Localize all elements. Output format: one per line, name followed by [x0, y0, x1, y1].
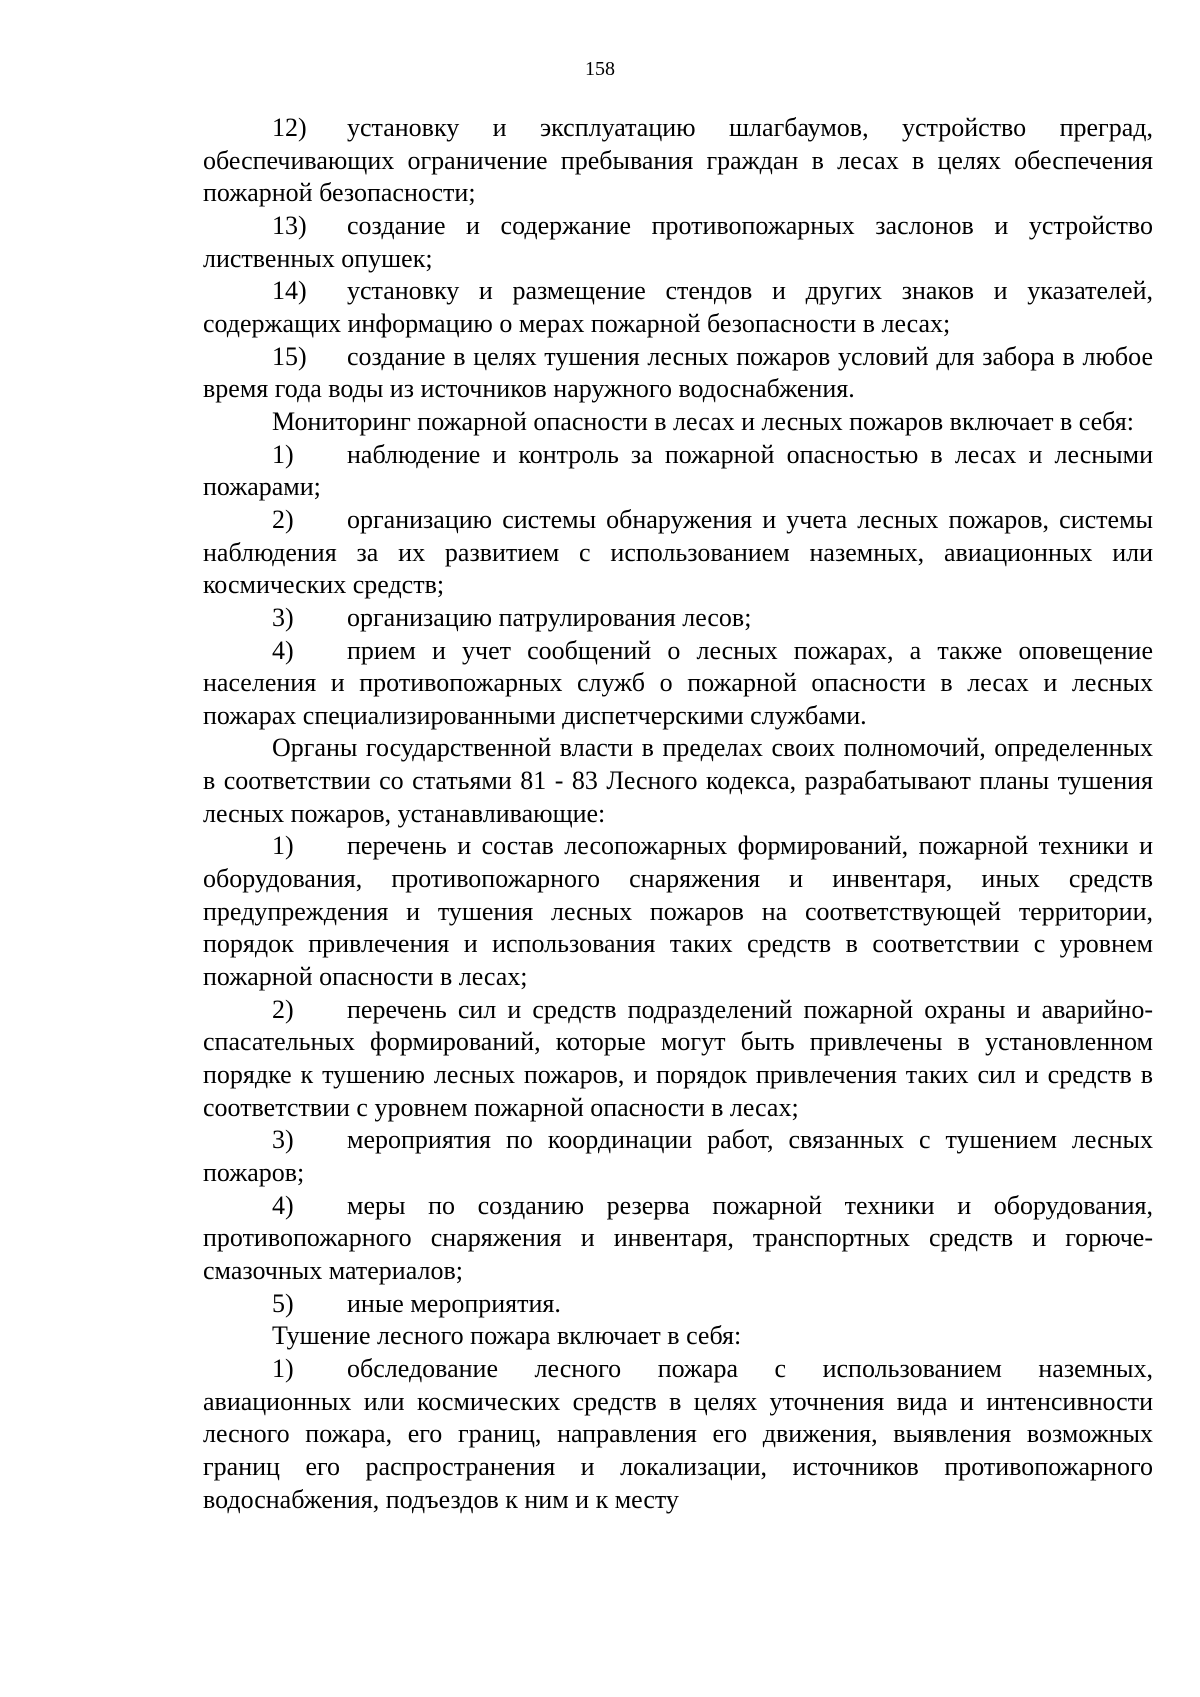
- list-item: [203, 1353, 1153, 1516]
- list-item: [203, 275, 1153, 340]
- list-item: [203, 504, 1153, 602]
- list-item: [203, 210, 1153, 275]
- item-text: меры по созданию резерва пожарной техники и оборудования, противопожарного снаряжения и инвентаря, транспортных средств и горюче-смазочных материалов;: [203, 1190, 1153, 1285]
- item-text: перечень и состав лесопожарных формирований, пожарной техники и оборудования, противопожарного снаряжения и инвентаря, иных средств предупреждения и тушения лесных пожаров на соответствующей территории, порядок привлечения и использования таких средств в соответствии с уровнем пожарной опасности в лесах;: [203, 831, 1153, 992]
- item-number: 5): [272, 1288, 294, 1318]
- list-item: [203, 602, 1153, 635]
- list-item: [203, 439, 1153, 504]
- paragraph: Тушение лесного пожара включает в себя:: [272, 1321, 742, 1351]
- item-number: 1): [272, 1353, 294, 1383]
- item-number: 3): [272, 602, 294, 632]
- item-number: 1): [272, 439, 294, 469]
- item-text: прием и учет сообщений о лесных пожарах, а также оповещение населения и противопожарных служб о пожарной опасности в лесах и лесных пожарах специализированными диспетчерскими службами.: [203, 635, 1153, 730]
- item-number: 12): [272, 113, 307, 142]
- list-item: [203, 1288, 1153, 1321]
- item-text: иные мероприятия.: [347, 1288, 561, 1318]
- item-text: установку и размещение стендов и других знаков и указателей, содержащих информацию о мерах пожарной безопасности в лесах;: [203, 276, 1153, 338]
- document-body: [203, 112, 1153, 1516]
- item-text: создание и содержание противопожарных заслонов и устройство лиственных опушек;: [203, 210, 1153, 273]
- item-text: установку и эксплуатацию шлагбаумов, устройство преград, обеспечивающих ограничение пребывания граждан в лесах в целях обеспечения пожарной безопасности;: [203, 113, 1153, 208]
- item-text: обследование лесного пожара с использованием наземных, авиационных или космических средств в целях уточнения вида и интенсивности лесного пожара, его границ, направления его движения, выявления возможных границ его распространения и локализации, источников противопожарного водоснабжения, подъездов к ним и к месту: [203, 1353, 1153, 1514]
- item-number: 4): [272, 635, 294, 665]
- list-item: [203, 830, 1153, 993]
- item-number: 2): [272, 994, 294, 1024]
- item-text: мероприятия по координации работ, связанных с тушением лесных пожаров;: [203, 1125, 1153, 1187]
- list-item: [203, 1124, 1153, 1189]
- list-item: [203, 112, 1153, 210]
- item-number: 3): [272, 1125, 294, 1155]
- item-number: 4): [272, 1190, 294, 1220]
- item-number: 14): [272, 276, 307, 306]
- paragraph: Мониторинг пожарной опасности в лесах и лесных пожаров включает в себя:: [272, 406, 1134, 436]
- list-item: [203, 635, 1153, 733]
- page-number: 158: [585, 58, 615, 80]
- item-text: организацию патрулирования лесов;: [347, 602, 752, 632]
- item-text: перечень сил и средств подразделений пожарной охраны и аварийно-спасательных формирований, которые могут быть привлечены в установленном порядке к тушению лесных пожаров, и порядок привлечения таких сил и средств в соответствии с уровнем пожарной опасности в лесах;: [203, 994, 1153, 1122]
- item-text: наблюдение и контроль за пожарной опасностью в лесах и лесными пожарами;: [203, 439, 1153, 502]
- item-number: 2): [272, 504, 294, 534]
- paragraph: Органы государственной власти в пределах своих полномочий, определенных в соответствии со статьями 81 - 83 Лесного кодекса, разрабатывают планы тушения лесных пожаров, устанавливающие:: [203, 733, 1153, 828]
- list-item: [203, 994, 1153, 1125]
- list-item: [203, 1190, 1153, 1288]
- item-text: организацию системы обнаружения и учета лесных пожаров, системы наблюдения за их развитием с использованием наземных, авиационных или космических средств;: [203, 504, 1153, 600]
- item-number: 1): [272, 831, 294, 861]
- item-number: 15): [272, 341, 307, 371]
- list-item: [203, 341, 1153, 406]
- item-number: 13): [272, 210, 307, 240]
- item-text: создание в целях тушения лесных пожаров условий для забора в любое время года воды из источников наружного водоснабжения.: [203, 341, 1153, 404]
